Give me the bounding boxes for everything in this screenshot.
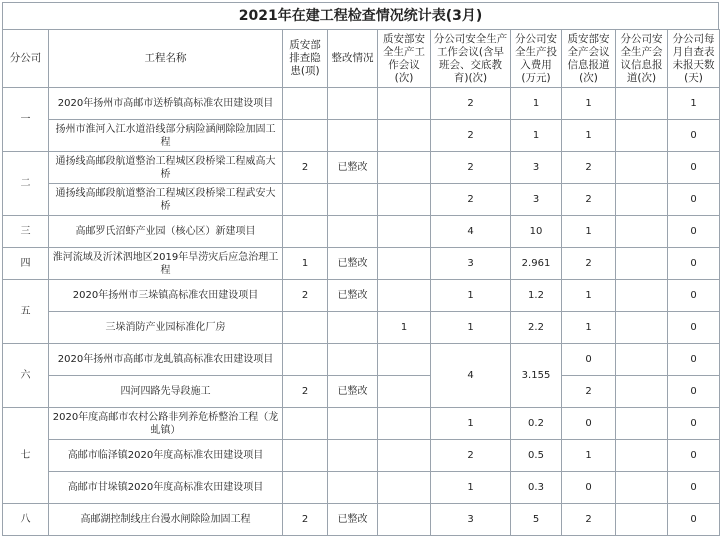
hazards-cell <box>283 408 328 440</box>
project-cell: 2020年度高邮市农村公路非列养危桥整治工程（龙虬镇） <box>49 408 283 440</box>
invest-cell: 3 <box>511 184 562 216</box>
hq-report-cell: 1 <box>562 280 616 312</box>
hazards-cell <box>283 88 328 120</box>
hq-meeting-cell <box>378 344 431 376</box>
branch-report-cell <box>616 248 668 280</box>
rectify-cell: 已整改 <box>328 152 378 184</box>
table-row <box>3 472 720 504</box>
table-row <box>3 120 720 152</box>
branch-meeting-cell: 1 <box>431 280 511 312</box>
table-row <box>3 152 720 184</box>
unreported-cell: 0 <box>668 408 720 440</box>
unreported-cell: 0 <box>668 504 720 536</box>
branch-meeting-cell: 2 <box>431 440 511 472</box>
branch-report-cell <box>616 440 668 472</box>
invest-cell: 1 <box>511 88 562 120</box>
invest-cell: 0.3 <box>511 472 562 504</box>
invest-cell: 3.155 <box>511 344 562 408</box>
invest-cell: 1 <box>511 120 562 152</box>
unreported-cell: 0 <box>668 280 720 312</box>
hq-meeting-cell: 1 <box>378 312 431 344</box>
header-branch-report: 分公司安全生产会议信息报道(次) <box>616 30 668 88</box>
invest-cell: 10 <box>511 216 562 248</box>
branch-meeting-cell: 2 <box>431 184 511 216</box>
table-row <box>3 344 720 376</box>
table-row <box>3 88 720 120</box>
branch-report-cell <box>616 312 668 344</box>
branch-cell: 六 <box>3 344 49 408</box>
unreported-cell: 0 <box>668 440 720 472</box>
hq-meeting-cell <box>378 408 431 440</box>
hq-meeting-cell <box>378 248 431 280</box>
table-row <box>3 504 720 536</box>
hq-report-cell: 1 <box>562 216 616 248</box>
header-branch: 分公司 <box>3 30 49 88</box>
hazards-cell <box>283 184 328 216</box>
table-row <box>3 280 720 312</box>
branch-cell: 八 <box>3 504 49 536</box>
invest-cell: 0.2 <box>511 408 562 440</box>
unreported-cell: 0 <box>668 216 720 248</box>
hq-report-cell: 2 <box>562 152 616 184</box>
unreported-cell: 0 <box>668 152 720 184</box>
project-cell: 高邮市甘垛镇2020年度高标准农田建设项目 <box>49 472 283 504</box>
branch-cell: 三 <box>3 216 49 248</box>
hq-meeting-cell <box>378 440 431 472</box>
branch-report-cell <box>616 216 668 248</box>
hazards-cell <box>283 344 328 376</box>
branch-report-cell <box>616 88 668 120</box>
rectify-cell: 已整改 <box>328 376 378 408</box>
hq-report-cell: 1 <box>562 440 616 472</box>
project-cell: 四河四路先导段施工 <box>49 376 283 408</box>
table-row <box>3 184 720 216</box>
header-row <box>3 30 720 88</box>
branch-meeting-cell: 3 <box>431 504 511 536</box>
rectify-cell <box>328 472 378 504</box>
rectify-cell <box>328 88 378 120</box>
hq-report-cell: 2 <box>562 248 616 280</box>
branch-cell: 四 <box>3 248 49 280</box>
hq-meeting-cell <box>378 216 431 248</box>
hq-report-cell: 0 <box>562 472 616 504</box>
hq-report-cell: 2 <box>562 184 616 216</box>
unreported-cell: 0 <box>668 376 720 408</box>
project-cell: 三垛消防产业园标准化厂房 <box>49 312 283 344</box>
header-hq-report: 质安部安全产会议信息报道(次) <box>562 30 616 88</box>
table-row <box>3 248 720 280</box>
hq-report-cell: 2 <box>562 376 616 408</box>
rectify-cell: 已整改 <box>328 280 378 312</box>
header-invest: 分公司安全生产投入费用(万元) <box>511 30 562 88</box>
hq-meeting-cell <box>378 504 431 536</box>
rectify-cell <box>328 312 378 344</box>
sheet-title: 2021年在建工程检查情况统计表(3月) <box>2 2 719 29</box>
project-cell: 高邮湖控制线庄台漫水闸除险加固工程 <box>49 504 283 536</box>
branch-report-cell <box>616 504 668 536</box>
project-cell: 通扬线高邮段航道整治工程城区段桥梁工程威高大桥 <box>49 152 283 184</box>
header-hazards: 质安部排查隐患(项) <box>283 30 328 88</box>
project-cell: 2020年扬州市高邮市龙虬镇高标准农田建设项目 <box>49 344 283 376</box>
branch-report-cell <box>616 184 668 216</box>
branch-meeting-cell: 4 <box>431 344 511 408</box>
hazards-cell: 1 <box>283 248 328 280</box>
hazards-cell <box>283 312 328 344</box>
hazards-cell: 2 <box>283 376 328 408</box>
header-branch-meeting: 分公司安全生产工作会议(含早班会、交底教育)(次) <box>431 30 511 88</box>
hazards-cell: 2 <box>283 152 328 184</box>
hq-report-cell: 0 <box>562 344 616 376</box>
project-cell: 2020年扬州市三垛镇高标准农田建设项目 <box>49 280 283 312</box>
hq-meeting-cell <box>378 280 431 312</box>
rectify-cell <box>328 440 378 472</box>
branch-cell: 七 <box>3 408 49 504</box>
hq-report-cell: 1 <box>562 88 616 120</box>
branch-report-cell <box>616 280 668 312</box>
rectify-cell: 已整改 <box>328 504 378 536</box>
header-unreported: 分公司每月自查表未报天数(天) <box>668 30 720 88</box>
hq-report-cell: 1 <box>562 312 616 344</box>
hq-meeting-cell <box>378 152 431 184</box>
branch-meeting-cell: 1 <box>431 312 511 344</box>
branch-meeting-cell: 1 <box>431 408 511 440</box>
invest-cell: 3 <box>511 152 562 184</box>
branch-meeting-cell: 1 <box>431 472 511 504</box>
rectify-cell: 已整改 <box>328 248 378 280</box>
rectify-cell <box>328 408 378 440</box>
project-cell: 高邮罗氏沼虾产业园（核心区）新建项目 <box>49 216 283 248</box>
branch-cell: 五 <box>3 280 49 344</box>
header-hq-meeting: 质安部安全生产工作会议(次) <box>378 30 431 88</box>
hq-meeting-cell <box>378 184 431 216</box>
invest-cell: 5 <box>511 504 562 536</box>
unreported-cell: 0 <box>668 312 720 344</box>
branch-meeting-cell: 2 <box>431 152 511 184</box>
branch-cell: 一 <box>3 88 49 152</box>
branch-meeting-cell: 4 <box>431 216 511 248</box>
branch-report-cell <box>616 152 668 184</box>
rectify-cell <box>328 184 378 216</box>
unreported-cell: 0 <box>668 120 720 152</box>
branch-report-cell <box>616 120 668 152</box>
invest-cell: 0.5 <box>511 440 562 472</box>
hazards-cell: 2 <box>283 280 328 312</box>
invest-cell: 2.961 <box>511 248 562 280</box>
hazards-cell <box>283 216 328 248</box>
hq-meeting-cell <box>378 472 431 504</box>
hq-meeting-cell <box>378 88 431 120</box>
hazards-cell: 2 <box>283 504 328 536</box>
project-cell: 淮河流域及沂沭泗地区2019年旱涝灾后应急治理工程 <box>49 248 283 280</box>
table-row <box>3 440 720 472</box>
hq-meeting-cell <box>378 120 431 152</box>
branch-cell: 二 <box>3 152 49 216</box>
branch-report-cell <box>616 408 668 440</box>
unreported-cell: 0 <box>668 184 720 216</box>
branch-report-cell <box>616 472 668 504</box>
invest-cell: 2.2 <box>511 312 562 344</box>
unreported-cell: 0 <box>668 344 720 376</box>
project-cell: 2020年扬州市高邮市送桥镇高标准农田建设项目 <box>49 88 283 120</box>
unreported-cell: 0 <box>668 472 720 504</box>
table-row <box>3 216 720 248</box>
hq-report-cell: 2 <box>562 504 616 536</box>
branch-report-cell <box>616 376 668 408</box>
table-row <box>3 376 720 408</box>
header-rectify: 整改情况 <box>328 30 378 88</box>
rectify-cell <box>328 216 378 248</box>
hazards-cell <box>283 440 328 472</box>
rectify-cell <box>328 120 378 152</box>
unreported-cell: 0 <box>668 248 720 280</box>
hazards-cell <box>283 120 328 152</box>
branch-report-cell <box>616 344 668 376</box>
table-row <box>3 408 720 440</box>
branch-meeting-cell: 3 <box>431 248 511 280</box>
hazards-cell <box>283 472 328 504</box>
hq-report-cell: 0 <box>562 408 616 440</box>
branch-meeting-cell: 2 <box>431 88 511 120</box>
inspection-table <box>2 29 720 536</box>
project-cell: 通扬线高邮段航道整治工程城区段桥梁工程武安大桥 <box>49 184 283 216</box>
project-cell: 高邮市临泽镇2020年度高标准农田建设项目 <box>49 440 283 472</box>
unreported-cell: 1 <box>668 88 720 120</box>
header-project: 工程名称 <box>49 30 283 88</box>
hq-report-cell: 1 <box>562 120 616 152</box>
branch-meeting-cell: 2 <box>431 120 511 152</box>
invest-cell: 1.2 <box>511 280 562 312</box>
project-cell: 扬州市淮河入江水道沿线部分病险涵闸除险加固工程 <box>49 120 283 152</box>
table-row <box>3 312 720 344</box>
rectify-cell <box>328 344 378 376</box>
hq-meeting-cell <box>378 376 431 408</box>
